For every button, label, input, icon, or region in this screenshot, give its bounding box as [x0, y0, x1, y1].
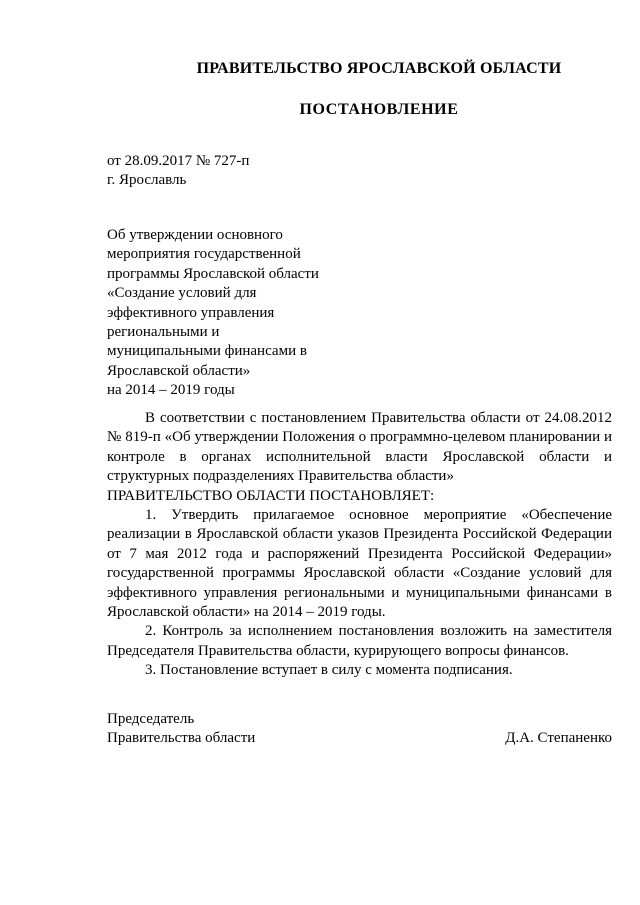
- resolves-line: ПРАВИТЕЛЬСТВО ОБЛАСТИ ПОСТАНОВЛЯЕТ:: [107, 487, 435, 504]
- document-type-heading: ПОСТАНОВЛЕНИЕ: [299, 101, 459, 118]
- subject-line: программы Ярославской области: [107, 265, 319, 282]
- preamble-paragraph: В соответствии с постановлением Правительства области от 24.08.2012 № 819-п «Об утверждении Положения о программно-целевом планировании и контроле в органах исполнительной власти Ярославской области и структурных подразделениях Правительства области»: [107, 410, 612, 485]
- subject-line: эффективного управления: [107, 304, 275, 321]
- signature-row: [107, 729, 612, 748]
- date-number: от 28.09.2017 № 727-п: [107, 153, 250, 169]
- item-3-paragraph: 3. Постановление вступает в силу с момента подписания.: [145, 662, 513, 679]
- subject-line: региональными и: [107, 324, 220, 341]
- document-subject: [107, 226, 337, 401]
- subject-line: Об утверждении основного: [107, 227, 283, 243]
- item-2-paragraph: 2. Контроль за исполнением постановления возложить на заместителя Председателя Правительства области, курирующего вопросы финансов.: [107, 623, 612, 659]
- signatory-name: Д.А. Степаненко: [505, 730, 612, 747]
- subject-line: Ярославской области»: [107, 362, 251, 379]
- item-1-paragraph: 1. Утвердить прилагаемое основное мероприятие «Обеспечение реализации в Ярославской области указов Президента Российской Федерации от 7 мая 2012 года и распоряжений Президента Российской Федерации» государственной программы Ярославской области «Создание условий для эффективного управления региональными и муниципальными финансами в Ярославской области» на 2014 – 2019 годы.: [107, 507, 612, 621]
- subject-line: на 2014 – 2019 годы: [107, 382, 235, 399]
- subject-line: муниципальными финансами в: [107, 343, 307, 360]
- document-body: [107, 409, 612, 681]
- signatory-position-line2: Правительства области: [107, 730, 256, 747]
- signature-block: [107, 710, 612, 749]
- city: г. Ярославль: [107, 172, 187, 188]
- subject-line: «Создание условий для: [107, 285, 257, 302]
- government-title: ПРАВИТЕЛЬСТВО ЯРОСЛАВСКОЙ ОБЛАСТИ: [196, 60, 562, 77]
- subject-line: мероприятия государственной: [107, 246, 301, 263]
- signatory-position-line1: Председатель: [107, 711, 195, 727]
